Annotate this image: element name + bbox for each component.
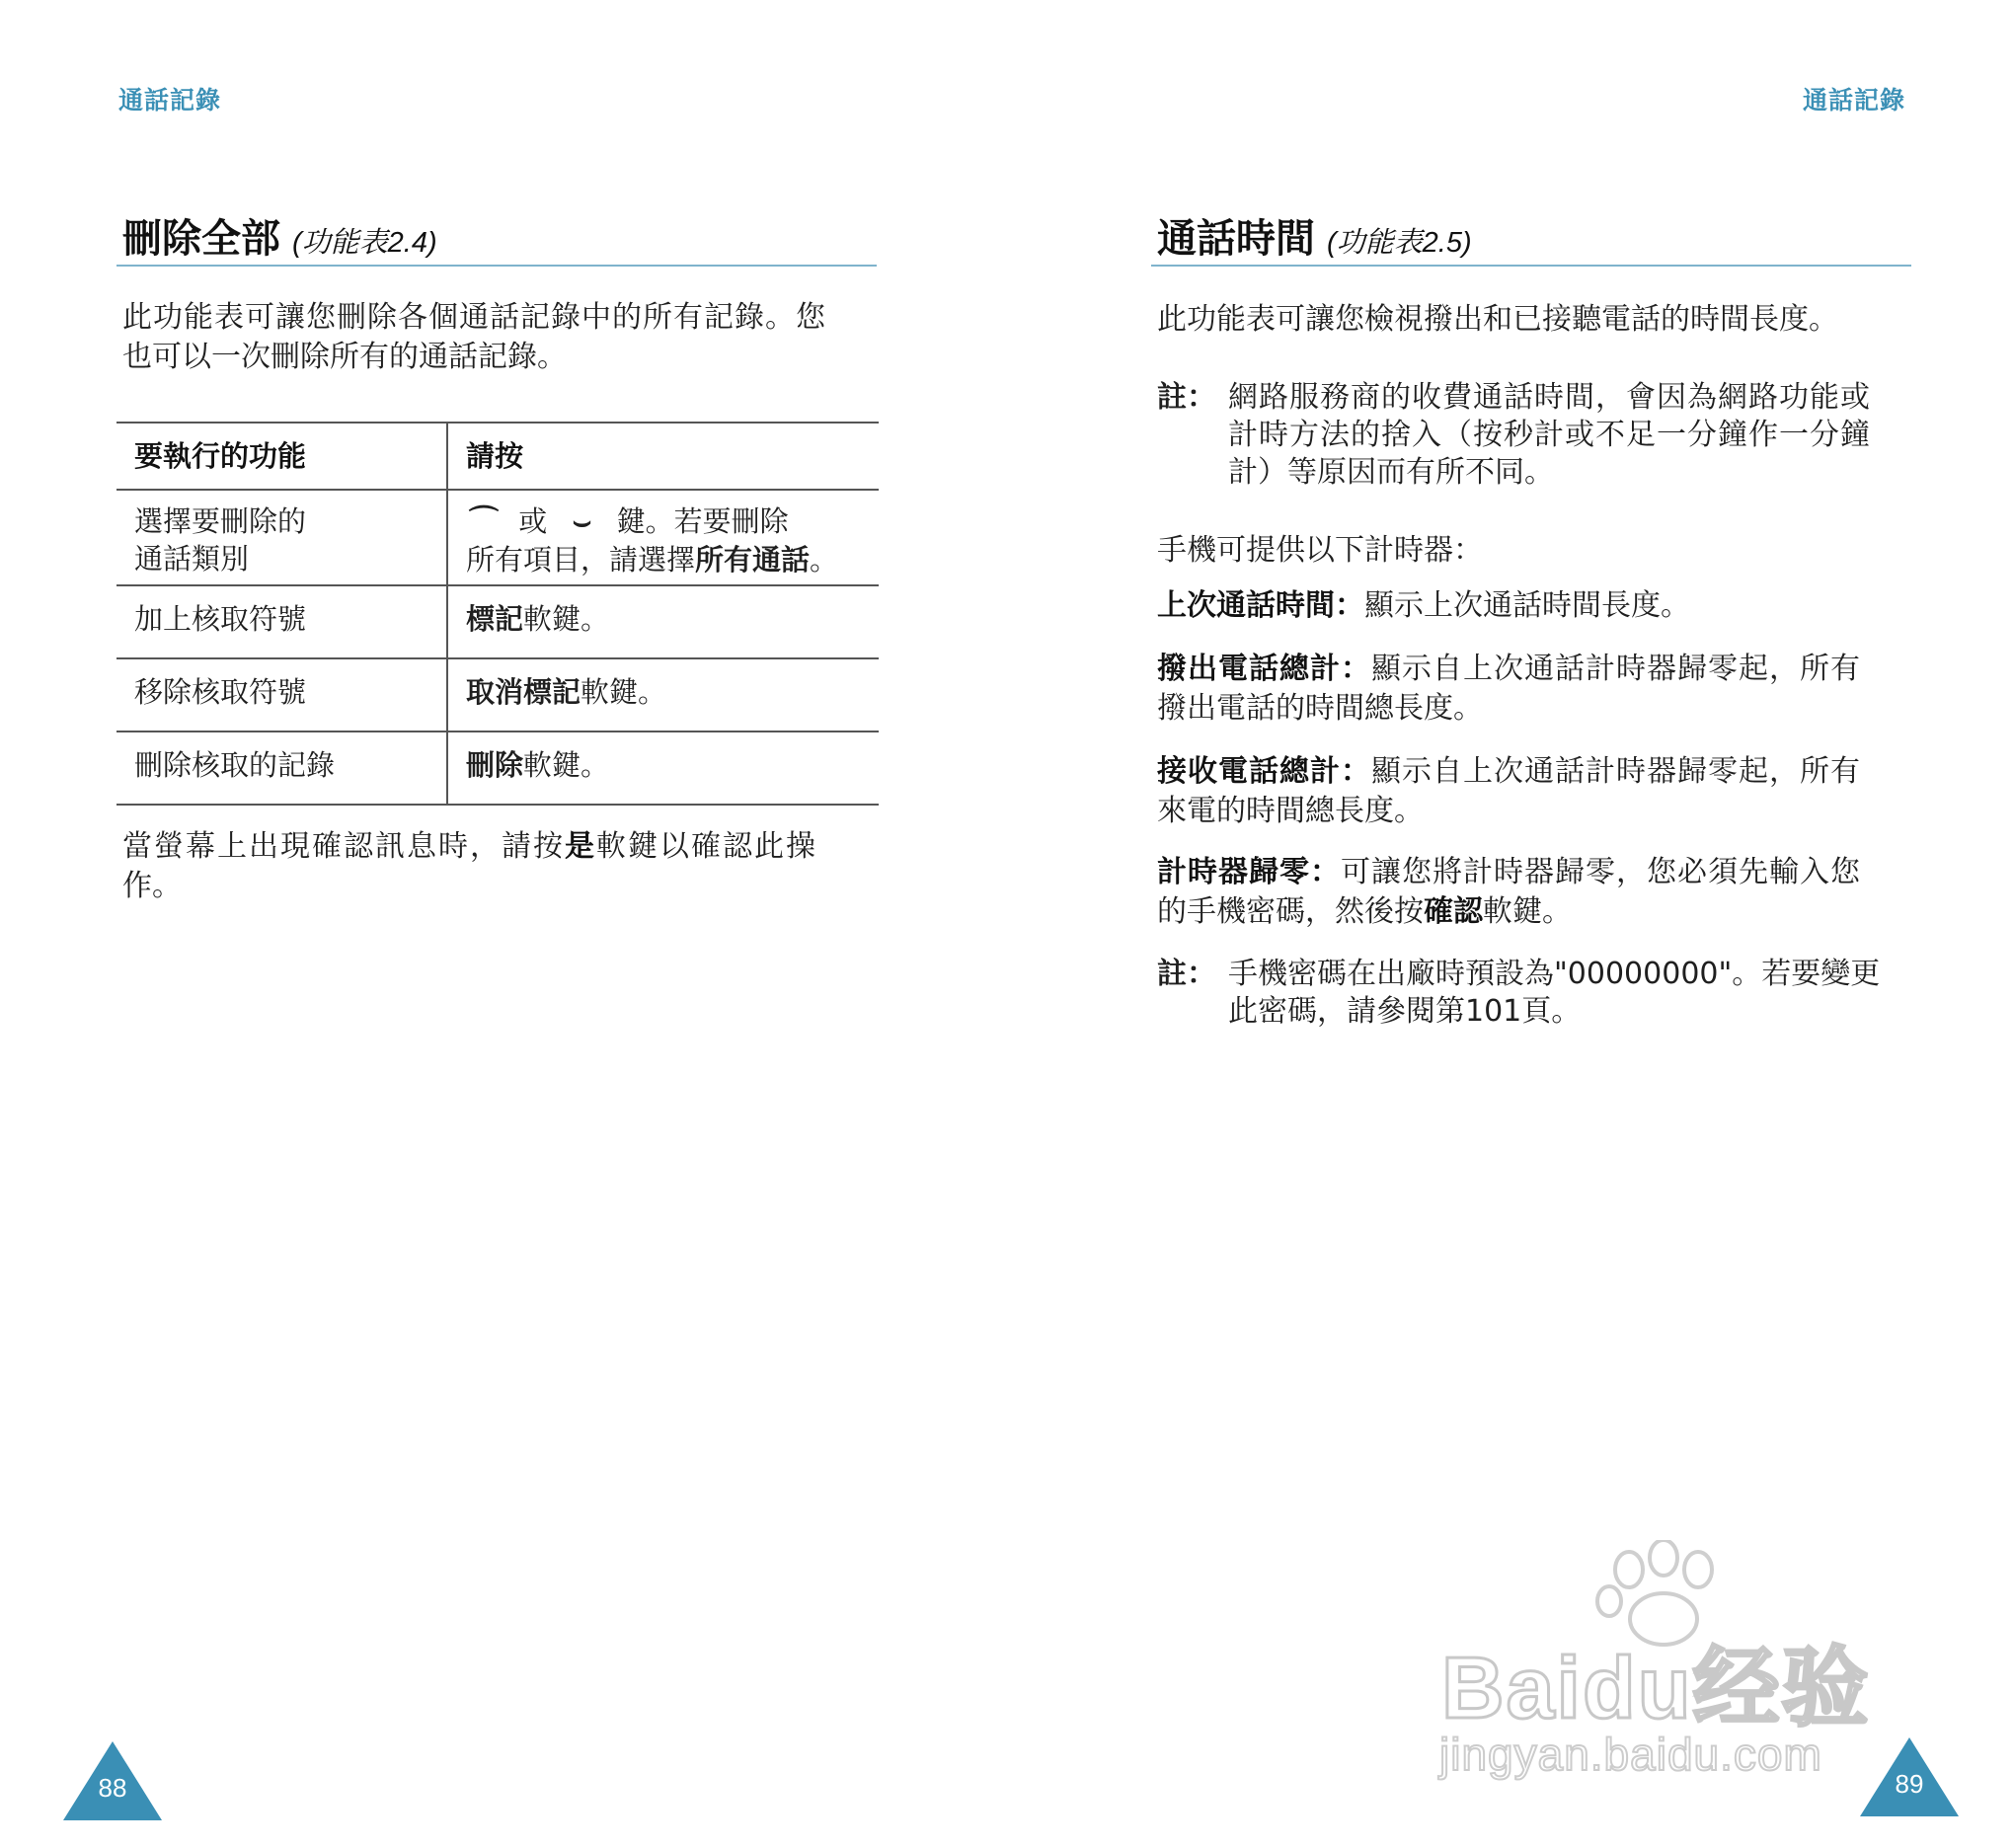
table-header-row [116, 423, 879, 490]
section-rule [1151, 265, 1911, 267]
table-row [116, 490, 879, 585]
running-head-right: 通話記錄 [1803, 86, 1906, 115]
timers-intro: 手機可提供以下計時器： [1157, 533, 1483, 568]
intro-paragraph: 此功能表可讓您檢視撥出和已接聽電話的時間長度。 [1157, 302, 1838, 337]
table-cell-press [447, 490, 879, 585]
timer-reset [1157, 853, 1911, 932]
function-table [116, 422, 879, 806]
timer-line [1157, 892, 1911, 932]
table-cell-press [447, 732, 879, 805]
note-line: 此密碼，請參閱第101頁。 [1228, 994, 1582, 1029]
note-label: 註： [1157, 380, 1216, 415]
timer-label: 計時器歸零： [1157, 855, 1341, 889]
note-label: 註： [1157, 957, 1216, 991]
confirm-bold-text: 是 [565, 829, 596, 864]
confirm-line: 作。 [122, 869, 182, 903]
timer-text: 顯示自上次通話計時器歸零起，所有 [1371, 754, 1861, 789]
menu-ref: (功能表2.5) [1327, 227, 1472, 259]
timer-line: 撥出電話的時間總長度。 [1157, 691, 1483, 726]
timer-line [1157, 650, 1911, 689]
baidu-watermark [1422, 1540, 1915, 1797]
down-key-icon: ⌣ [572, 504, 592, 539]
section-title-text: 通話時間 [1157, 216, 1315, 262]
or-text: 或 [518, 504, 548, 538]
section-title-text: 刪除全部 [122, 216, 280, 262]
cell-bold-text: 取消標記 [466, 675, 581, 709]
timer-label: 撥出電話總計： [1157, 652, 1371, 686]
timer-last-call [1157, 586, 1911, 626]
cell-line: 通話類別 [134, 542, 250, 576]
confirm-paragraph [122, 827, 883, 906]
table-row [116, 585, 879, 658]
intro-paragraph [122, 298, 883, 377]
note-password [1157, 956, 1911, 1035]
cell-bold-text: 所有通話 [695, 543, 811, 577]
table-header-action: 要執行的功能 [116, 423, 447, 490]
timer-label: 接收電話總計： [1157, 754, 1371, 789]
note-body [1228, 956, 1909, 1031]
confirm-text: 當螢幕上出現確認訊息時，請按 [122, 829, 565, 864]
cell-text: 軟鍵。 [581, 675, 667, 709]
note-line: 手機密碼在出廠時預設為"00000000"。若要變更 [1228, 957, 1881, 991]
timer-text: 可讓您將計時器歸零，您必須先輸入您 [1341, 855, 1861, 889]
watermark-url: jingyan.baidu.com [1439, 1729, 1822, 1780]
table-header-press: 請按 [466, 439, 524, 473]
section-title-delete-all [122, 207, 437, 264]
section-rule [116, 265, 877, 267]
cell-line: 選擇要刪除的 [134, 504, 307, 538]
up-key-icon: ⌒ [469, 504, 499, 539]
timer-text: 的手機密碼，然後按 [1157, 894, 1424, 929]
timer-text: 顯示上次通話時間長度。 [1364, 588, 1690, 623]
page-number-right: 89 [1895, 1769, 1924, 1799]
table-row [116, 732, 879, 805]
timer-line [1157, 752, 1911, 792]
note-body [1228, 379, 1909, 492]
timer-bold-text: 確認 [1424, 894, 1483, 929]
confirm-line [122, 827, 883, 867]
note-line: 計時方法的捨入（按秒計或不足一分鐘作一分鐘 [1228, 418, 1871, 452]
table-cell-action [116, 490, 447, 585]
cell-text: 所有項目，請選擇 [466, 543, 696, 577]
cell-line [466, 502, 863, 541]
running-head-left: 通話記錄 [118, 86, 222, 115]
timer-text: 軟鍵。 [1483, 894, 1572, 929]
timer-outgoing [1157, 650, 1911, 729]
table-cell-press [447, 585, 879, 658]
page-number-left: 88 [98, 1773, 127, 1803]
section-title-call-time [1157, 207, 1472, 264]
table-row [116, 658, 879, 732]
timer-line [1157, 853, 1911, 892]
menu-ref: (功能表2.4) [292, 227, 437, 259]
note-billing [1157, 379, 1911, 498]
cell-text: 鍵。若要刪除 [616, 504, 789, 538]
cell-text: 軟鍵。 [523, 602, 610, 636]
watermark-brand: Baidu经验 [1441, 1639, 1871, 1736]
intro-line: 也可以一次刪除所有的通話記錄。 [122, 340, 567, 374]
table-cell-press [447, 658, 879, 732]
table-cell-action: 刪除核取的記錄 [116, 732, 447, 805]
note-line: 網路服務商的收費通話時間，會因為網路功能或 [1228, 380, 1871, 415]
cell-line [466, 541, 863, 578]
cell-text: 。 [810, 543, 839, 577]
timer-text: 顯示自上次通話計時器歸零起，所有 [1371, 652, 1861, 686]
confirm-text: 軟鍵以確認此操 [596, 829, 817, 864]
cell-bold-text: 標記 [466, 602, 524, 636]
cell-text: 軟鍵。 [523, 748, 610, 782]
table-cell-action: 加上核取符號 [116, 585, 447, 658]
cell-bold-text: 刪除 [466, 748, 524, 782]
intro-line: 此功能表可讓您刪除各個通話記錄中的所有記錄。您 [122, 300, 826, 335]
timer-label: 上次通話時間： [1157, 588, 1364, 623]
timer-incoming [1157, 752, 1911, 831]
table-cell-action: 移除核取符號 [116, 658, 447, 732]
timer-line: 來電的時間總長度。 [1157, 794, 1424, 828]
note-line: 計）等原因而有所不同。 [1228, 455, 1554, 490]
